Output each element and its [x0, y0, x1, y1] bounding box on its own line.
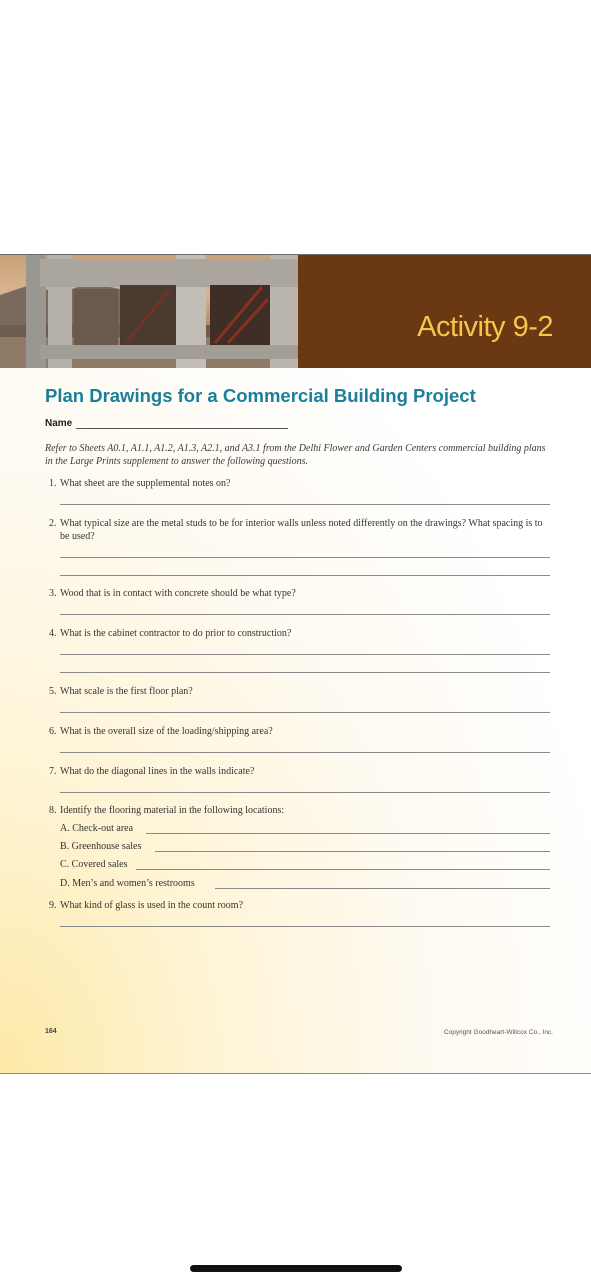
- copyright: Copyright Goodheart-Willcox Co., Inc.: [443, 1029, 553, 1036]
- question-text: Identify the flooring material in the following locations:: [60, 805, 285, 816]
- question-text: What scale is the first floor plan?: [60, 686, 193, 697]
- worksheet-page: [0, 254, 591, 1074]
- question-number: 2.: [49, 518, 57, 529]
- sub-item-checkout: A. Check-out area: [60, 823, 134, 834]
- question-1: [49, 477, 549, 490]
- question-6: [49, 725, 549, 738]
- home-indicator[interactable]: [190, 1265, 402, 1272]
- answer-line[interactable]: [136, 869, 550, 870]
- question-9: [49, 899, 549, 912]
- question-2: [49, 517, 549, 543]
- sub-item-covered: C. Covered sales: [60, 859, 128, 870]
- question-number: 9.: [49, 900, 57, 911]
- question-text: What typical size are the metal studs to be for interior walls unless noted differently on the drawings? What spacing is to be used?: [60, 518, 543, 542]
- sub-item-greenhouse: B. Greenhouse sales: [60, 841, 142, 852]
- question-text: What do the diagonal lines in the walls indicate?: [60, 766, 255, 777]
- answer-line[interactable]: [146, 833, 550, 834]
- question-text: Wood that is in contact with concrete should be what type?: [60, 588, 296, 599]
- answer-line[interactable]: [215, 888, 550, 889]
- answer-line[interactable]: [60, 654, 550, 655]
- question-number: 4.: [49, 628, 57, 639]
- question-number: 6.: [49, 726, 57, 737]
- answer-line[interactable]: [60, 504, 550, 505]
- page-number: 164: [45, 1028, 57, 1035]
- question-8: [49, 804, 549, 817]
- question-5: [49, 685, 549, 698]
- activity-title: Activity 9-2: [417, 311, 553, 343]
- answer-line[interactable]: [60, 792, 550, 793]
- answer-line[interactable]: [60, 926, 550, 927]
- question-text: What sheet are the supplemental notes on?: [60, 478, 231, 489]
- question-number: 8.: [49, 805, 57, 816]
- question-7: [49, 765, 549, 778]
- answer-line[interactable]: [60, 712, 550, 713]
- question-text: What is the overall size of the loading/shipping area?: [60, 726, 273, 737]
- answer-line[interactable]: [60, 575, 550, 576]
- page-title: Plan Drawings for a Commercial Building Project: [45, 385, 476, 406]
- answer-line[interactable]: [155, 851, 550, 852]
- question-number: 3.: [49, 588, 57, 599]
- name-field[interactable]: [76, 428, 288, 429]
- question-number: 7.: [49, 766, 57, 777]
- question-4: [49, 627, 549, 640]
- name-label: Name: [45, 418, 73, 429]
- question-text: What is the cabinet contractor to do prior to construction?: [60, 628, 292, 639]
- header-banner: [0, 255, 591, 368]
- answer-line[interactable]: [60, 672, 550, 673]
- question-3: [49, 587, 549, 600]
- answer-line[interactable]: [60, 752, 550, 753]
- question-number: 1.: [49, 478, 57, 489]
- instructions: Refer to Sheets A0.1, A1.1, A1.2, A1.3, A2.1, and A3.1 from the Delhi Flower and Garden Centers commercial building plans in the Large Prints supplement to answer the following questions.: [45, 443, 546, 467]
- sub-item-restrooms: D. Men’s and women’s restrooms: [60, 878, 195, 889]
- question-number: 5.: [49, 686, 57, 697]
- building-photo: [0, 255, 298, 368]
- answer-line[interactable]: [60, 614, 550, 615]
- answer-line[interactable]: [60, 557, 550, 558]
- question-text: What kind of glass is used in the count room?: [60, 900, 244, 911]
